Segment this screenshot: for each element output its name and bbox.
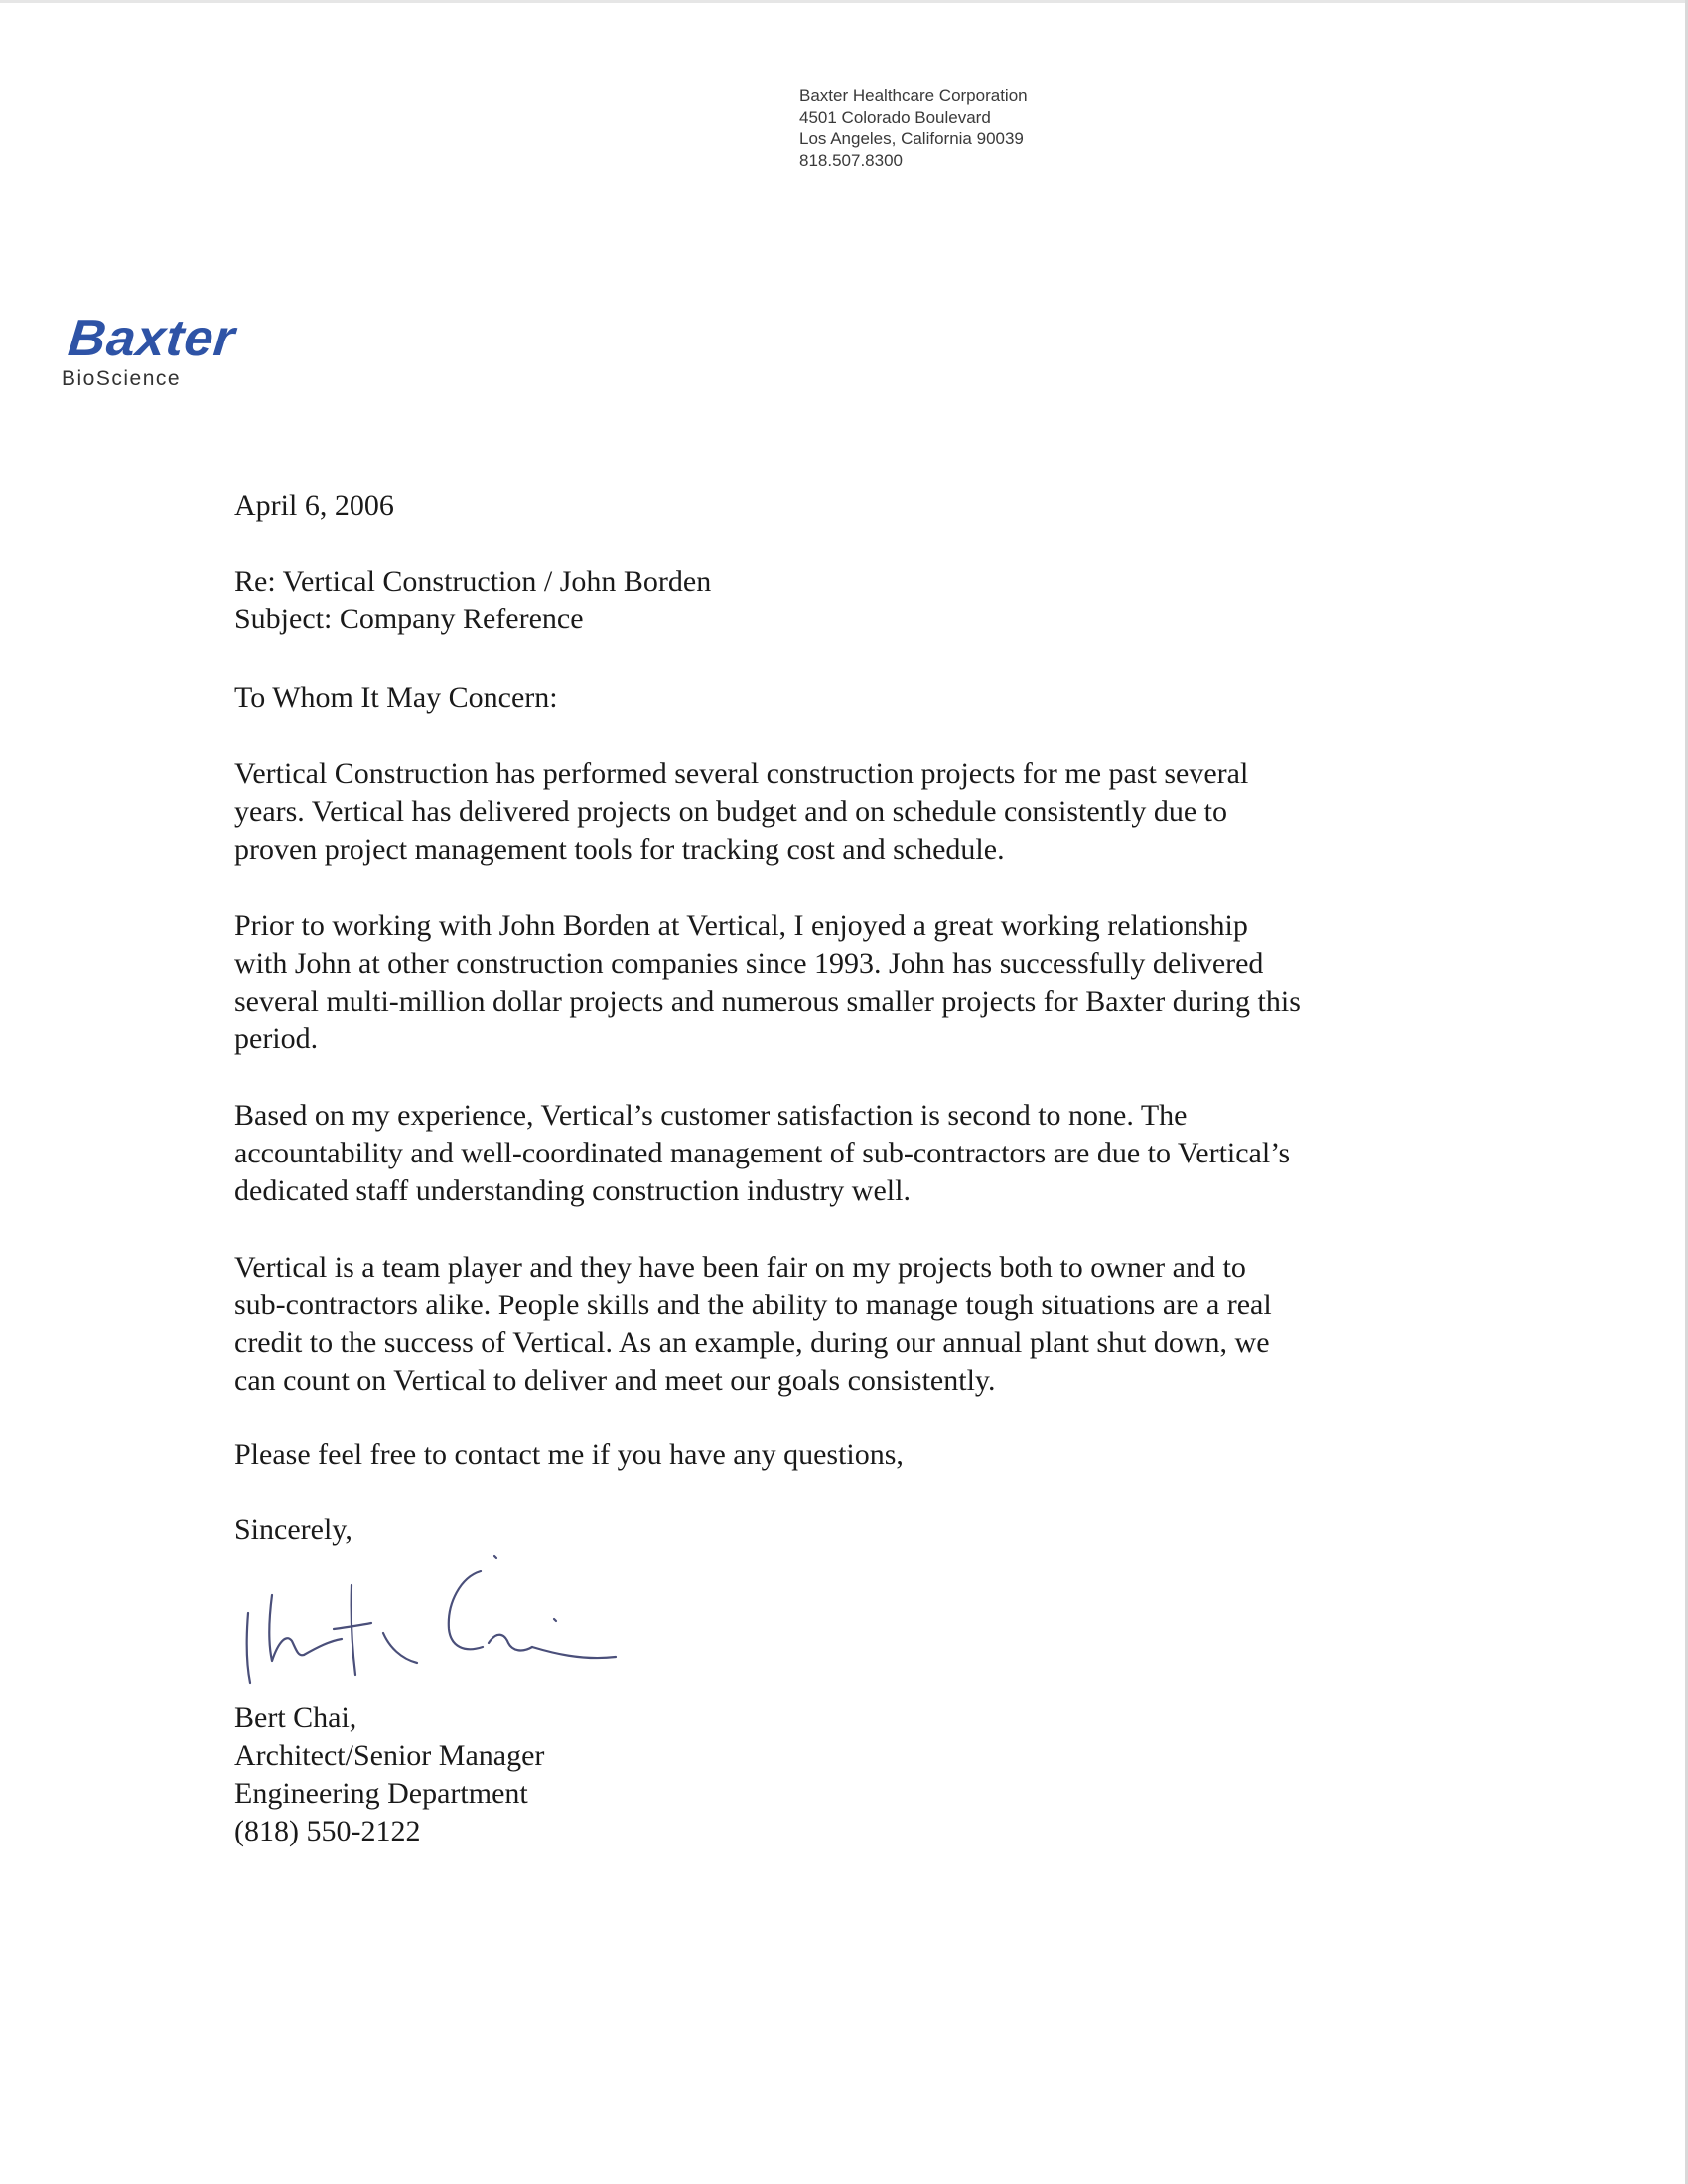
letter-re-block (234, 563, 711, 638)
paragraph-line: Prior to working with John Borden at Vertical, I enjoyed a great working relationship (234, 909, 1248, 942)
signer-name: Bert Chai, (234, 1702, 357, 1734)
signature-stroke (269, 1595, 304, 1661)
signer-phone: (818) 550-2122 (234, 1815, 421, 1847)
letter-re-line: Re: Vertical Construction / John Borden (234, 565, 712, 598)
paragraph-line: accountability and well-coordinated management of sub-contractors are due to Vertical’s (234, 1137, 1291, 1169)
signature-stroke (494, 1556, 496, 1558)
signer-department: Engineering Department (234, 1777, 528, 1810)
signature-stroke (489, 1635, 532, 1651)
signer-title: Architect/Senior Manager (234, 1739, 545, 1772)
paragraph-line: credit to the success of Vertical. As an example, during our annual plant shut down, we (234, 1326, 1270, 1359)
paragraph-3 (234, 1097, 1290, 1210)
letter-date: April 6, 2006 (234, 489, 394, 522)
signature-stroke (554, 1619, 556, 1621)
paragraph-line: with John at other construction companies since 1993. John has successfully delivered (234, 947, 1264, 980)
baxter-logo (62, 310, 238, 391)
handwritten-signature (234, 1544, 632, 1693)
paragraph-line: Based on my experience, Vertical’s customer satisfaction is second to none. The (234, 1099, 1188, 1132)
signature-stroke (247, 1613, 250, 1683)
closing-line: Please feel free to contact me if you have any questions, (234, 1438, 904, 1471)
paragraph-line: Vertical Construction has performed several construction projects for me past several (234, 757, 1249, 790)
scan-edge-top (0, 0, 1688, 3)
company-address-block (799, 85, 1028, 171)
company-phone: 818.507.8300 (799, 150, 903, 170)
paragraph-1 (234, 755, 1248, 869)
signature-stroke (352, 1585, 355, 1675)
signature-stroke (304, 1639, 342, 1655)
paragraph-line: Vertical is a team player and they have been fair on my projects both to owner and to (234, 1251, 1246, 1284)
logo-division: BioScience (62, 367, 182, 390)
paragraph-line: period. (234, 1023, 319, 1055)
letter-salutation: To Whom It May Concern: (234, 681, 558, 714)
paragraph-line: years. Vertical has delivered projects on budget and on schedule consistently due to (234, 795, 1227, 828)
signoff: Sincerely, (234, 1513, 352, 1546)
signer-block (234, 1700, 544, 1850)
logo-wordmark: Baxter (66, 310, 238, 367)
company-street: 4501 Colorado Boulevard (799, 107, 991, 127)
signature-stroke (383, 1633, 417, 1663)
paragraph-2 (234, 907, 1301, 1058)
signature-stroke (449, 1571, 483, 1649)
company-city: Los Angeles, California 90039 (799, 129, 1024, 148)
paragraph-line: dedicated staff understanding construction industry well. (234, 1174, 911, 1207)
paragraph-4 (234, 1249, 1272, 1400)
letter-subject-line: Subject: Company Reference (234, 603, 584, 635)
paragraph-line: sub-contractors alike. People skills and the ability to manage tough situations are a real (234, 1289, 1272, 1321)
paragraph-line: proven project management tools for tracking cost and schedule. (234, 833, 1005, 866)
signature-stroke (532, 1647, 616, 1658)
paragraph-line: can count on Vertical to deliver and meet our goals consistently. (234, 1364, 996, 1397)
company-name: Baxter Healthcare Corporation (799, 86, 1028, 105)
paragraph-line: several multi-million dollar projects and numerous smaller projects for Baxter during this (234, 985, 1301, 1018)
